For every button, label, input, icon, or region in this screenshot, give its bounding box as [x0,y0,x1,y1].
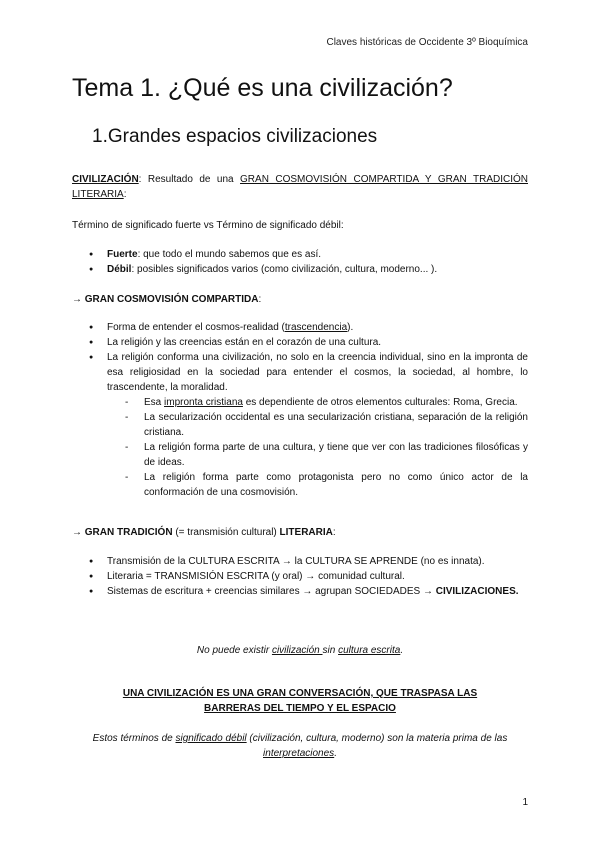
list-item: ● Sistemas de escritura + creencias similares → agrupan SOCIEDADES → CIVILIZACIONES. [72,584,528,599]
sub-list-item: - Esa impronta cristiana es dependiente de otros elementos culturales: Roma, Grecia. [72,395,528,410]
sub-list-item: - La religión forma parte como protagonista pero no como único actor de la conformación de una cosmovisión. [72,470,528,500]
list-item: ● Forma de entender el cosmos-realidad (trascendencia). [72,320,528,335]
page-title: Tema 1. ¿Qué es una civilización? [72,74,453,102]
note-line: No puede existir civilización sin cultura escrita. [196,645,404,656]
section-subtitle: 1.Grandes espacios civilizaciones [92,126,378,147]
list-item: ● Débil: posibles significados varios (como civilización, cultura, moderno... ). [72,262,528,277]
running-header: Claves históricas de Occidente 3º Bioquímica [326,37,528,48]
definition-paragraph: CIVILIZACIÓN: Resultado de una GRAN COSMOVISIÓN COMPARTIDA Y GRAN TRADICIÓN LITERARIA: [72,174,528,200]
closing-paragraph: Estos términos de significado débil (civilización, cultura, moderno) son la materia prima de las interpretaciones. [92,733,508,759]
tradition-list [72,554,528,599]
arrow-icon: → [72,294,85,305]
cosmovision-list [72,320,528,500]
section-tradition-heading: → GRAN TRADICIÓN (= transmisión cultural) LITERARIA: [72,527,336,538]
list-item: ● La religión conforma una civilización, no solo en la creencia individual, sino en la impronta de esa religiosidad en la sociedad para entender el cosmos, la sociedad, al hombre, lo trascendente, la moralidad. [72,350,528,395]
page-number: 1 [522,797,528,808]
strong-vs-weak-line: Término de significado fuerte vs Término de significado débil: [72,220,344,231]
meanings-list [72,247,528,277]
sub-list-item: - La religión forma parte de una cultura, y tiene que ver con las tradiciones filosóficas y de ideas. [72,440,528,470]
arrow-icon: → [72,527,85,538]
list-item: ● Literaria = TRANSMISIÓN ESCRITA (y oral) → comunidad cultural. [72,569,528,584]
list-item: ● Transmisión de la CULTURA ESCRITA → la CULTURA SE APRENDE (no es innata). [72,554,528,569]
definition-term: CIVILIZACIÓN [72,174,139,185]
section-cosmovision-heading: → GRAN COSMOVISIÓN COMPARTIDA: [72,294,262,305]
list-item: ● Fuerte: que todo el mundo sabemos que es así. [72,247,528,262]
definition-text: : Resultado de una [138,174,241,185]
definition-key-phrase: GRAN COSMOVISIÓN COMPARTIDA Y GRAN TRADICIÓN LITERARIA [72,174,528,200]
key-maxim: UNA CIVILIZACIÓN ES UNA GRAN CONVERSACIÓN, QUE TRASPASA LAS BARRERAS DEL TIEMPO Y EL ESPACIO [122,688,478,714]
list-item: ● La religión y las creencias están en el corazón de una cultura. [72,335,528,350]
sub-list-item: - La secularización occidental es una secularización cristiana, separación de la religión cristiana. [72,410,528,440]
